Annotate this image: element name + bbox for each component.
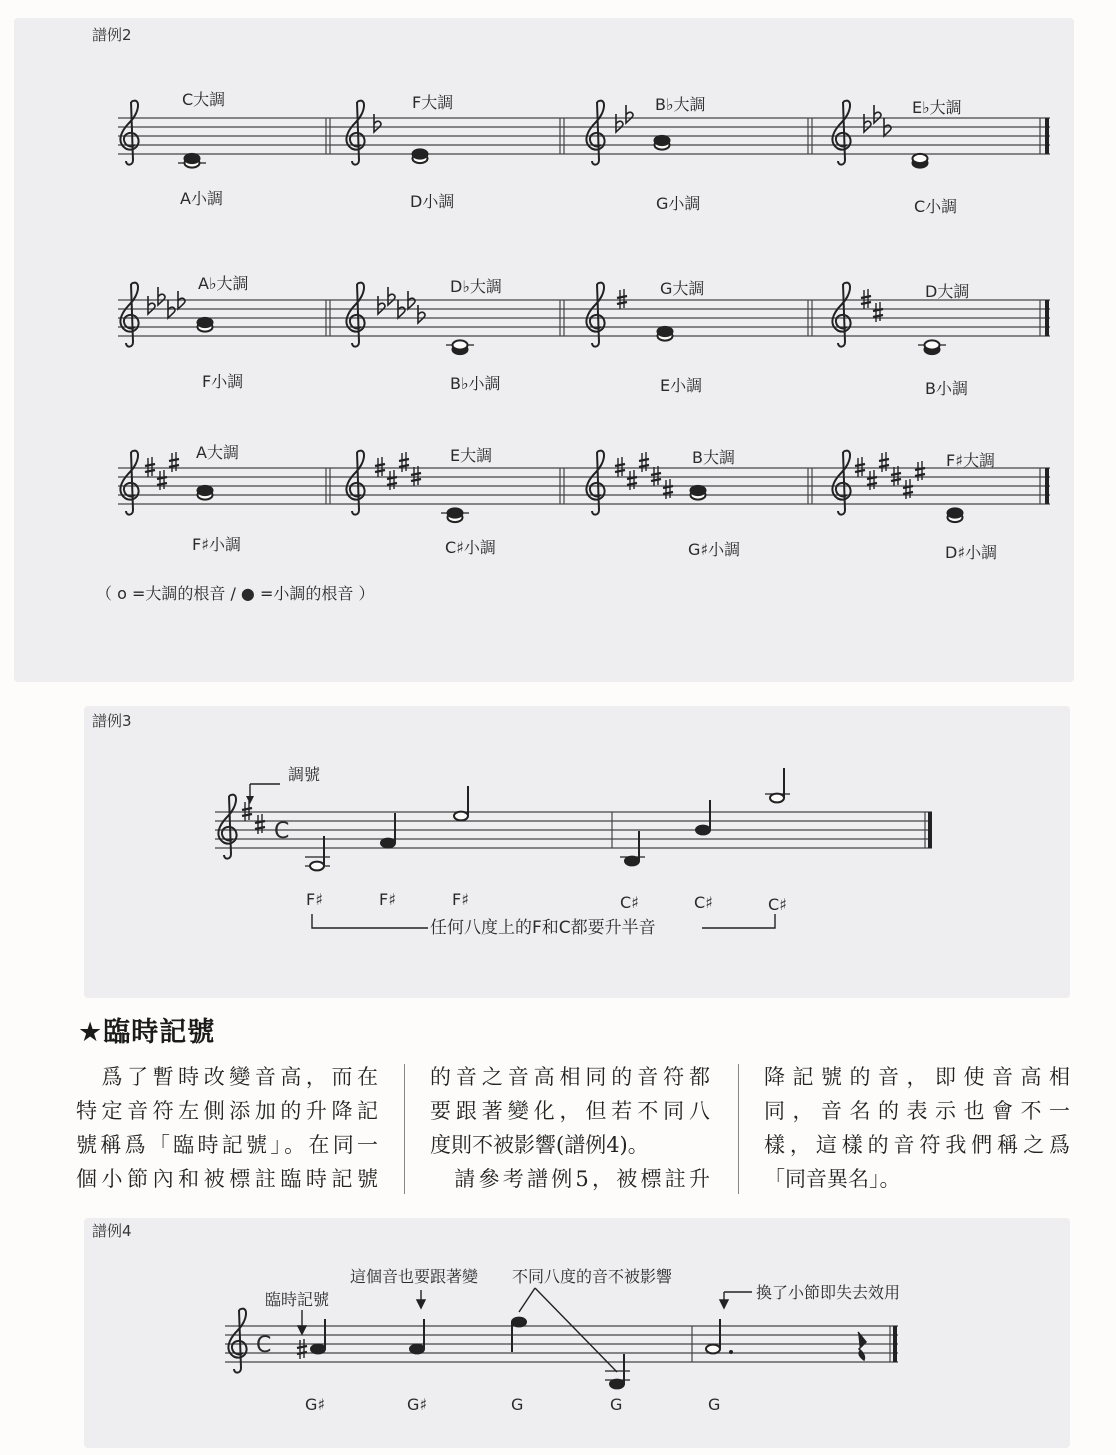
key-label-minor: C♯小調 xyxy=(445,538,496,557)
note-name: F♯ xyxy=(306,890,323,909)
note-name: C♯ xyxy=(768,895,787,914)
key-label-major: F大調 xyxy=(412,93,454,112)
key-label-major: A♭大調 xyxy=(198,274,249,293)
annotation-accidental: 臨時記號 xyxy=(265,1290,330,1309)
text-column-2 xyxy=(430,1060,710,1196)
key-label-minor: F♯小調 xyxy=(192,535,241,554)
text-line: 號稱爲「臨時記號」。在同一 xyxy=(76,1133,378,1157)
text-column-3 xyxy=(764,1060,1070,1196)
note-name: F♯ xyxy=(379,890,396,909)
key-label-minor: C小調 xyxy=(914,197,958,216)
text-column-1 xyxy=(76,1060,378,1196)
key-label-major: B大調 xyxy=(692,448,735,467)
example2-row-3-staff xyxy=(118,451,1050,515)
bracket-text: 任何八度上的F和C都要升半音 xyxy=(430,918,656,938)
text-line: 降記號的音，即使音高相 xyxy=(764,1065,1070,1089)
key-label-minor: B小調 xyxy=(925,379,968,398)
key-label-minor: E小調 xyxy=(660,376,703,395)
key-label-major: E♭大調 xyxy=(912,98,962,117)
example2-row-2-staff xyxy=(118,283,1050,347)
key-label-minor: D♯小調 xyxy=(945,543,998,562)
key-label-major: D♭大調 xyxy=(450,277,502,296)
key-label-major: G大調 xyxy=(660,279,705,298)
text-line: 個小節內和被標註臨時記號 xyxy=(76,1167,378,1191)
example3-label: 譜例3 xyxy=(92,712,132,730)
note-name: G xyxy=(708,1395,721,1414)
note-name: G♯ xyxy=(407,1395,428,1414)
key-signature-label: 調號 xyxy=(288,765,321,784)
note-name: G xyxy=(511,1395,524,1414)
text-line: 同，音名的表示也會不一 xyxy=(764,1099,1070,1123)
text-line: 「同音異名」。 xyxy=(764,1167,901,1191)
key-label-major: B♭大調 xyxy=(655,95,706,114)
example4-label: 譜例4 xyxy=(92,1222,132,1240)
key-label-major: A大調 xyxy=(196,443,239,462)
example2-label: 譜例2 xyxy=(92,26,132,44)
text-line: 度則不被影響(譜例4)。 xyxy=(430,1133,649,1157)
svg-text:C: C xyxy=(274,819,290,844)
key-label-major: F♯大調 xyxy=(946,451,995,470)
note-name: C♯ xyxy=(620,893,639,912)
text-line: 要跟著變化，但若不同八 xyxy=(430,1099,710,1123)
text-line: 特定音符左側添加的升降記 xyxy=(76,1099,378,1123)
annotation-octave: 不同八度的音不被影響 xyxy=(512,1267,673,1286)
note-name: C♯ xyxy=(694,893,713,912)
text-line: 爲了暫時改變音高，而在 xyxy=(76,1065,378,1089)
key-label-minor: G♯小調 xyxy=(688,540,741,559)
example2-row-1-staff xyxy=(118,101,1050,165)
example3-staff xyxy=(215,784,932,859)
key-label-major: D大調 xyxy=(925,282,970,301)
key-label-major: C大調 xyxy=(182,90,226,109)
text-line: 樣，這樣的音符我們稱之爲 xyxy=(764,1133,1070,1157)
text-line: 請參考譜例5，被標註升 xyxy=(430,1167,710,1191)
annotation-follows: 這個音也要跟著變 xyxy=(350,1267,479,1286)
key-label-minor: A小調 xyxy=(180,189,223,208)
annotation-new-bar: 換了小節即失去效用 xyxy=(756,1283,901,1302)
root-note-legend: （ o =大調的根音 / ● =小調的根音 ） xyxy=(96,584,375,603)
key-label-minor: D小調 xyxy=(410,192,455,211)
note-name: G xyxy=(610,1395,623,1414)
section-title: ★臨時記號 xyxy=(78,1017,216,1048)
example4-annotation-lines xyxy=(298,1288,752,1372)
column-divider xyxy=(738,1064,739,1194)
key-label-major: E大調 xyxy=(450,446,493,465)
example3-notes xyxy=(305,768,790,870)
key-label-minor: G小調 xyxy=(656,194,701,213)
key-label-minor: B♭小調 xyxy=(450,374,501,393)
text-line: 的音之音高相同的音符都 xyxy=(430,1065,710,1089)
note-name: F♯ xyxy=(452,890,469,909)
column-divider xyxy=(404,1064,405,1194)
key-label-minor: F小調 xyxy=(202,372,244,391)
note-name: G♯ xyxy=(305,1395,326,1414)
svg-text:C: C xyxy=(256,1333,272,1358)
